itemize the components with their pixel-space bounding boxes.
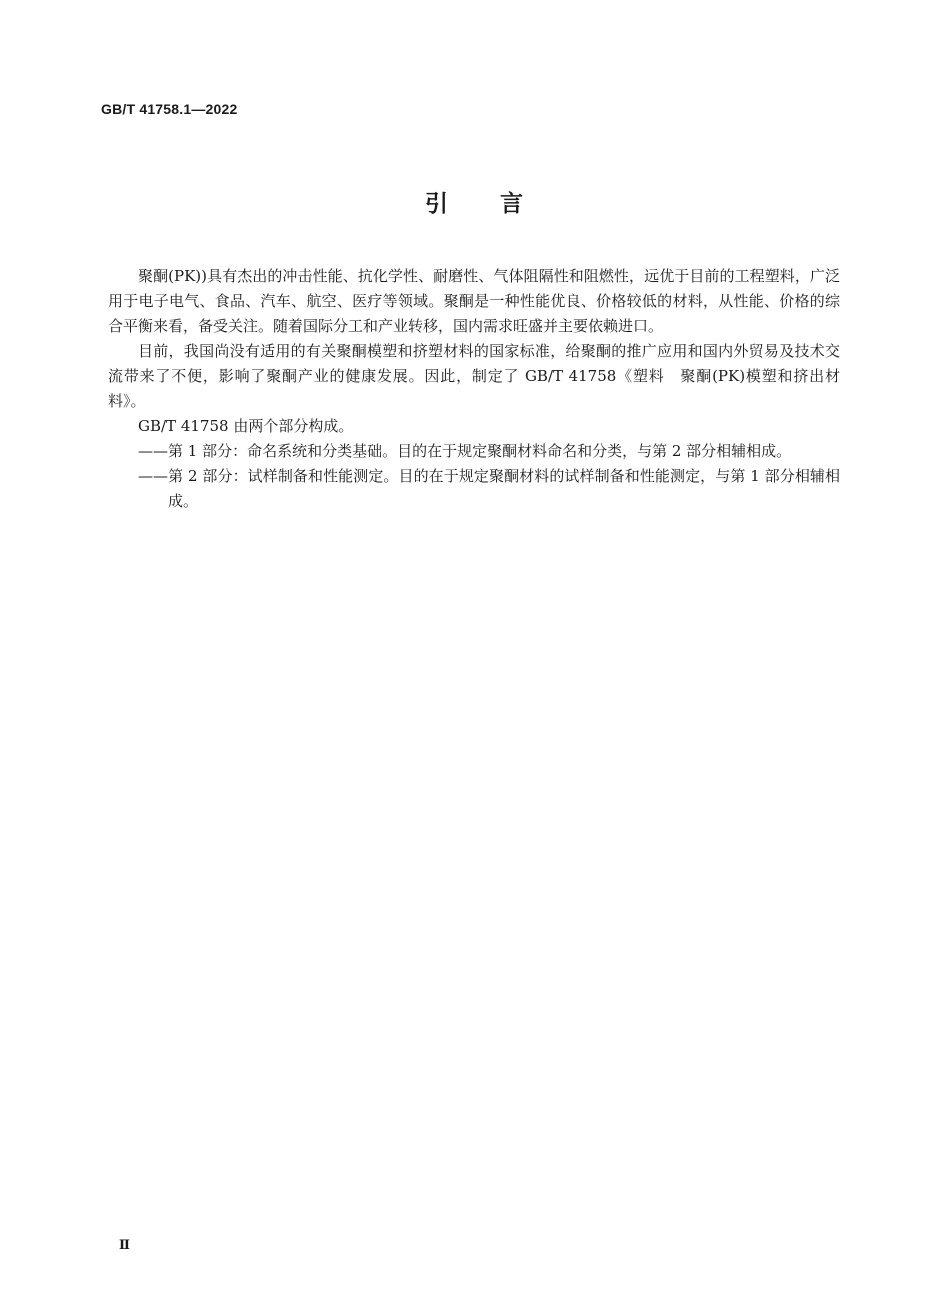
section-title: 引 言 (425, 191, 525, 217)
page-number: Ⅱ (119, 1238, 130, 1253)
part-list-item-1: ——第 1 部分：命名系统和分类基础。目的在于规定聚酮材料命名和分类，与第 2 部分相辅相成。 (138, 442, 792, 460)
standard-number: GB/T 41758.1—2022 (101, 101, 238, 117)
paragraph-2: 目前，我国尚没有适用的有关聚酮模塑和挤塑材料的国家标准，给聚酮的推广应用和国内外贸易及技术交流带来了不便，影响了聚酮产业的健康发展。因此，制定了 GB/T 41758《塑料 聚酮(PK)模塑和挤出材料》。 (108, 342, 840, 410)
paragraph-1: 聚酮(PK))具有杰出的冲击性能、抗化学性、耐磨性、气体阻隔性和阻燃性，远优于目前的工程塑料，广泛用于电子电气、食品、汽车、航空、医疗等领域。聚酮是一种性能优良、价格较低的材料，从性能、价格的综合平衡来看，备受关注。随着国际分工和产业转移，国内需求旺盛并主要依赖进口。 (108, 267, 840, 335)
part-list-item-2: ——第 2 部分：试样制备和性能测定。目的在于规定聚酮材料的试样制备和性能测定，与第 1 部分相辅相成。 (138, 467, 840, 510)
introduction-body (108, 264, 840, 514)
paragraph-3: GB/T 41758 由两个部分构成。 (138, 417, 354, 435)
